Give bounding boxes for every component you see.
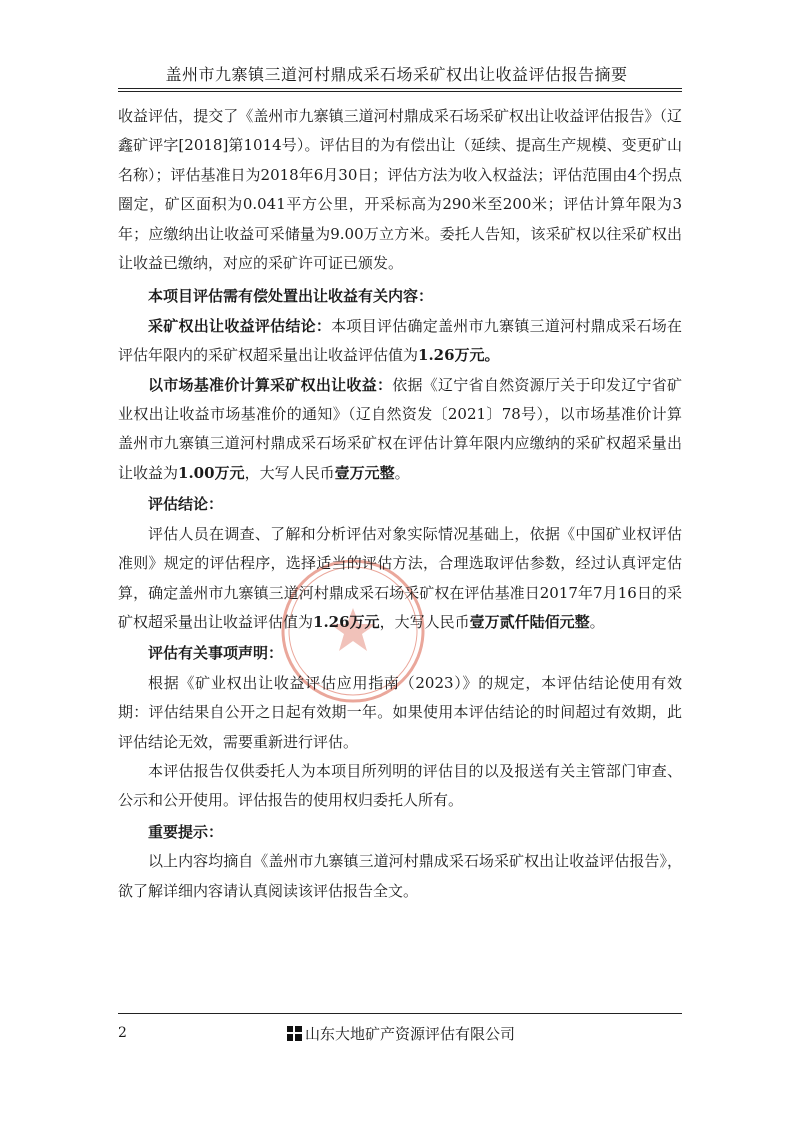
- report-body: [118, 102, 682, 906]
- paragraph-conclusion: [118, 520, 682, 638]
- heading-project-content: 本项目评估需有偿处置出让收益有关内容：: [148, 287, 434, 306]
- page-number: 2: [118, 1025, 127, 1041]
- paragraph-tips: 以上内容均摘自《盖州市九寨镇三道河村鼎成采石场采矿权出让收益评估报告》，欲了解详细内容请认真阅读该评估报告全文。: [118, 852, 682, 900]
- paragraph-usage: 本评估报告仅供委托人为本项目所列明的评估目的以及报送有关主管部门审查、公示和公开使用。评估报告的使用权归委托人所有。: [118, 761, 682, 810]
- text-conclusion: 评估人员在调查、了解和分析评估对象实际情况基础上，依据《中国矿业权评估准则》规定的评估程序，选择适当的评估方法，合理选取评估参数，经过认真评定估算，确定盖州市九寨镇三道河村鼎成采石场采矿权在评估基准日2017年7月16日的采矿权超采量出让收益评估值为: [118, 524, 682, 631]
- header-rule-bottom: [118, 91, 682, 92]
- heading-important-tips: 重要提示：: [148, 822, 224, 841]
- label-assessment-result: 采矿权出让收益评估结论：: [148, 316, 332, 335]
- paragraph-evaluation-summary: 收益评估，提交了《盖州市九寨镇三道河村鼎成采石场采矿权出让收益评估报告》（辽鑫矿评字[2018]第1014号）。评估目的为有偿出让（延续、提高生产规模、变更矿山名称）；评估基准日为2018年6月30日；评估方法为收入权益法；评估范围由4个拐点圈定，矿区面积为0.041平方公里，开采标高为290米至200米；评估计算年限为3年；应缴纳出让收益可采储量为9.00万立方米。委托人告知，该采矿权以往采矿权出让收益已缴纳，对应的采矿许可证已颁发。: [118, 107, 682, 273]
- paragraph-market-benchmark: [118, 371, 682, 489]
- paragraph-validity: 根据《矿业权出让收益评估应用指南（2023）》的规定，本评估结论使用有效期：评估结果自公开之日起有效期一年。如果使用本评估结论的时间超过有效期，此评估结论无效，需要重新进行评估。: [118, 673, 682, 751]
- company-footer: [287, 1023, 515, 1044]
- company-name: 山东大地矿产资源评估有限公司: [305, 1025, 516, 1043]
- heading-conclusion: 评估结论：: [148, 495, 224, 514]
- text-market-benchmark-mid: ，大写人民币: [244, 463, 335, 482]
- footer-rule: [118, 1013, 682, 1014]
- text-conclusion-end: 。: [589, 612, 605, 631]
- page-header-title: 盖州市九寨镇三道河村鼎成采石场采矿权出让收益评估报告摘要: [165, 65, 628, 84]
- text-assessment-result: 本项目评估确定盖州市九寨镇三道河村鼎成采石场在评估年限内的采矿权超采量出让收益评估值为: [118, 316, 682, 365]
- company-logo-icon: [287, 1026, 302, 1041]
- header-rule-top: [118, 88, 682, 89]
- words-conclusion: 壹万贰仟陆佰元整: [469, 612, 590, 631]
- label-market-benchmark: 以市场基准价计算采矿权出让收益：: [148, 375, 393, 394]
- text-conclusion-mid: ，大写人民币: [379, 612, 470, 631]
- text-market-benchmark: 依据《辽宁省自然资源厅关于印发辽宁省矿业权出让收益市场基准价的通知》（辽自然资发〔2021〕78号），以市场基准价计算盖州市九寨镇三道河村鼎成采石场采矿权在评估计算年限内应缴纳的采矿权超采量出让收益为: [118, 375, 682, 482]
- heading-notes: 评估有关事项声明：: [148, 644, 284, 663]
- text-market-benchmark-end: 。: [394, 463, 410, 482]
- paragraph-assessment-result: [118, 312, 682, 371]
- value-market-benchmark: 1.00万元: [178, 463, 245, 482]
- value-conclusion: 1.26万元: [313, 612, 380, 631]
- words-market-benchmark: 壹万元整: [334, 463, 395, 482]
- value-assessment-result: 1.26万元。: [418, 346, 500, 365]
